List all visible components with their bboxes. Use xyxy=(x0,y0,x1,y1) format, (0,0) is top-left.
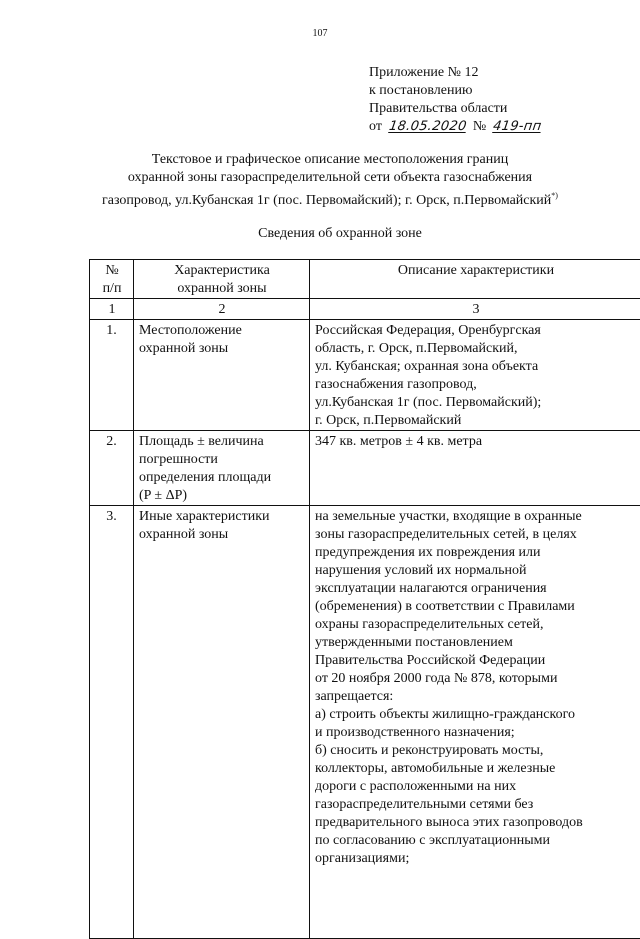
appendix-resolution-label: к постановлению xyxy=(369,82,545,100)
row-characteristic xyxy=(134,431,310,506)
row-description xyxy=(310,320,640,431)
row-number: 3. xyxy=(90,506,134,939)
zone-info-table xyxy=(89,259,640,939)
table-row xyxy=(90,431,640,506)
number-label: № xyxy=(473,119,486,134)
section-subtitle: Сведения об охранной зоне xyxy=(0,226,640,242)
header-number xyxy=(90,260,134,299)
table-header-row xyxy=(90,260,640,299)
row-characteristic xyxy=(134,320,310,431)
handwritten-date: 18.05.2020 xyxy=(385,118,471,136)
title-line-3 xyxy=(60,187,600,210)
row-characteristic-text: Местоположение охранной зоны xyxy=(139,322,305,358)
column-number-row xyxy=(90,299,640,320)
handwritten-number: 419-пп xyxy=(489,118,546,136)
header-number-text: № п/п xyxy=(95,262,129,298)
table-row xyxy=(90,506,640,939)
page-number: 107 xyxy=(0,28,640,39)
appendix-government-label: Правительства области xyxy=(369,100,545,118)
row-description xyxy=(310,506,640,939)
column-number-2: 2 xyxy=(134,299,310,320)
row-number: 2. xyxy=(90,431,134,506)
title-line-3-text: газопровод, ул.Кубанская 1г (пос. Первомайский); г. Орск, п.Первомайский xyxy=(102,193,551,208)
appendix-title: Приложение № 12 xyxy=(369,64,545,82)
row-description-text: Российская Федерация, Оренбургская область, г. Орск, п.Первомайский, ул. Кубанская; охранная зона объекта газоснабжения газопровод, ул.Кубанская 1г (пос. Первомайский); г. Орск, п.Первомайский xyxy=(315,322,637,430)
row-characteristic-text: Иные характеристики охранной зоны xyxy=(139,508,305,544)
from-label: от xyxy=(369,119,382,134)
row-description-text: на земельные участки, входящие в охранные зоны газораспределительных сетей, в целях предупреждения их повреждения или нарушения условий их нормальной эксплуатации налагаются ограничения (обременения) в соответствии с Правилами охраны газораспределительных сетей, утвержденными постановлением Правительства Российской Федерации от 20 ноября 2000 года № 878, которыми запрещается: а) строить объекты жилищно-гражданского и производственного назначения; б) сносить и реконструировать мосты, коллекторы, автомобильные и железные дороги с расположенными на них газораспределительными сетями без предварительного выноса этих газопроводов по согласованию с эксплуатационными организациями; xyxy=(315,508,637,868)
header-characteristic xyxy=(134,260,310,299)
header-characteristic-text: Характеристика охранной зоны xyxy=(139,262,305,298)
title-line-1: Текстовое и графическое описание местоположения границ xyxy=(60,151,600,169)
appendix-block xyxy=(369,64,545,136)
row-characteristic-text: Площадь ± величина погрешности определения площади (P ± ΔP) xyxy=(139,433,305,505)
header-description xyxy=(310,260,640,299)
title-line-2: охранной зоны газораспределительной сети объекта газоснабжения xyxy=(60,169,600,187)
header-description-text: Описание характеристики xyxy=(315,262,637,280)
column-number-3: 3 xyxy=(310,299,640,320)
row-description-text: 347 кв. метров ± 4 кв. метра xyxy=(315,433,637,451)
column-number-1: 1 xyxy=(90,299,134,320)
document-title xyxy=(60,151,600,210)
row-characteristic xyxy=(134,506,310,939)
appendix-date-number-row xyxy=(369,118,545,136)
footnote-mark: *) xyxy=(551,191,558,200)
row-description xyxy=(310,431,640,506)
table-row xyxy=(90,320,640,431)
row-number: 1. xyxy=(90,320,134,431)
